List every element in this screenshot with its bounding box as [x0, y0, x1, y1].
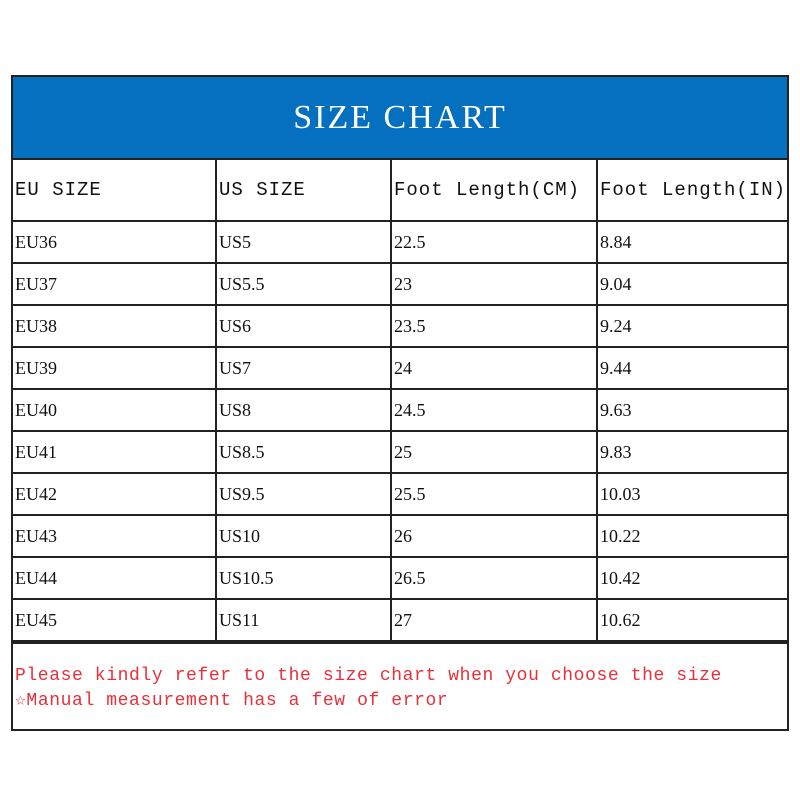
eu-size-cell: EU37 [13, 263, 216, 305]
eu-size-cell: EU44 [13, 557, 216, 599]
size-table [13, 160, 787, 642]
notes [13, 642, 787, 729]
us-size-cell: US11 [216, 599, 391, 641]
table-row [13, 221, 787, 263]
column-header-foot-length-in: Foot Length(IN) [597, 160, 787, 221]
column-header-foot-length-cm: Foot Length(CM) [391, 160, 597, 221]
foot-length-in-cell: 9.04 [597, 263, 787, 305]
size-chart [11, 75, 789, 731]
us-size-cell: US10 [216, 515, 391, 557]
table-row [13, 347, 787, 389]
foot-length-cm-cell: 25.5 [391, 473, 597, 515]
foot-length-cm-cell: 26.5 [391, 557, 597, 599]
foot-length-in-cell: 8.84 [597, 221, 787, 263]
foot-length-cm-cell: 26 [391, 515, 597, 557]
foot-length-in-cell: 9.83 [597, 431, 787, 473]
table-row [13, 515, 787, 557]
eu-size-cell: EU38 [13, 305, 216, 347]
us-size-cell: US8.5 [216, 431, 391, 473]
foot-length-cm-cell: 22.5 [391, 221, 597, 263]
foot-length-cm-cell: 25 [391, 431, 597, 473]
foot-length-cm-cell: 24.5 [391, 389, 597, 431]
note-refer-size-chart: Please kindly refer to the size chart when you choose the size [15, 666, 722, 686]
foot-length-in-cell: 9.24 [597, 305, 787, 347]
us-size-cell: US7 [216, 347, 391, 389]
eu-size-cell: EU40 [13, 389, 216, 431]
foot-length-in-cell: 10.03 [597, 473, 787, 515]
table-row [13, 263, 787, 305]
foot-length-in-cell: 9.63 [597, 389, 787, 431]
us-size-cell: US9.5 [216, 473, 391, 515]
eu-size-cell: EU41 [13, 431, 216, 473]
foot-length-cm-cell: 24 [391, 347, 597, 389]
foot-length-cm-cell: 27 [391, 599, 597, 641]
table-row [13, 599, 787, 641]
header-row [13, 160, 787, 221]
us-size-cell: US10.5 [216, 557, 391, 599]
eu-size-cell: EU42 [13, 473, 216, 515]
foot-length-in-cell: 10.62 [597, 599, 787, 641]
eu-size-cell: EU36 [13, 221, 216, 263]
table-row [13, 473, 787, 515]
foot-length-cm-cell: 23 [391, 263, 597, 305]
foot-length-cm-cell: 23.5 [391, 305, 597, 347]
table-row [13, 389, 787, 431]
foot-length-in-cell: 9.44 [597, 347, 787, 389]
chart-title: SIZE CHART [13, 77, 787, 160]
eu-size-cell: EU39 [13, 347, 216, 389]
table-row [13, 557, 787, 599]
column-header-eu-size: EU SIZE [13, 160, 216, 221]
eu-size-cell: EU43 [13, 515, 216, 557]
foot-length-in-cell: 10.22 [597, 515, 787, 557]
foot-length-in-cell: 10.42 [597, 557, 787, 599]
us-size-cell: US6 [216, 305, 391, 347]
us-size-cell: US5 [216, 221, 391, 263]
eu-size-cell: EU45 [13, 599, 216, 641]
note-manual-measurement: ☆Manual measurement has a few of error [15, 691, 449, 711]
us-size-cell: US5.5 [216, 263, 391, 305]
us-size-cell: US8 [216, 389, 391, 431]
table-row [13, 305, 787, 347]
table-row [13, 431, 787, 473]
column-header-us-size: US SIZE [216, 160, 391, 221]
